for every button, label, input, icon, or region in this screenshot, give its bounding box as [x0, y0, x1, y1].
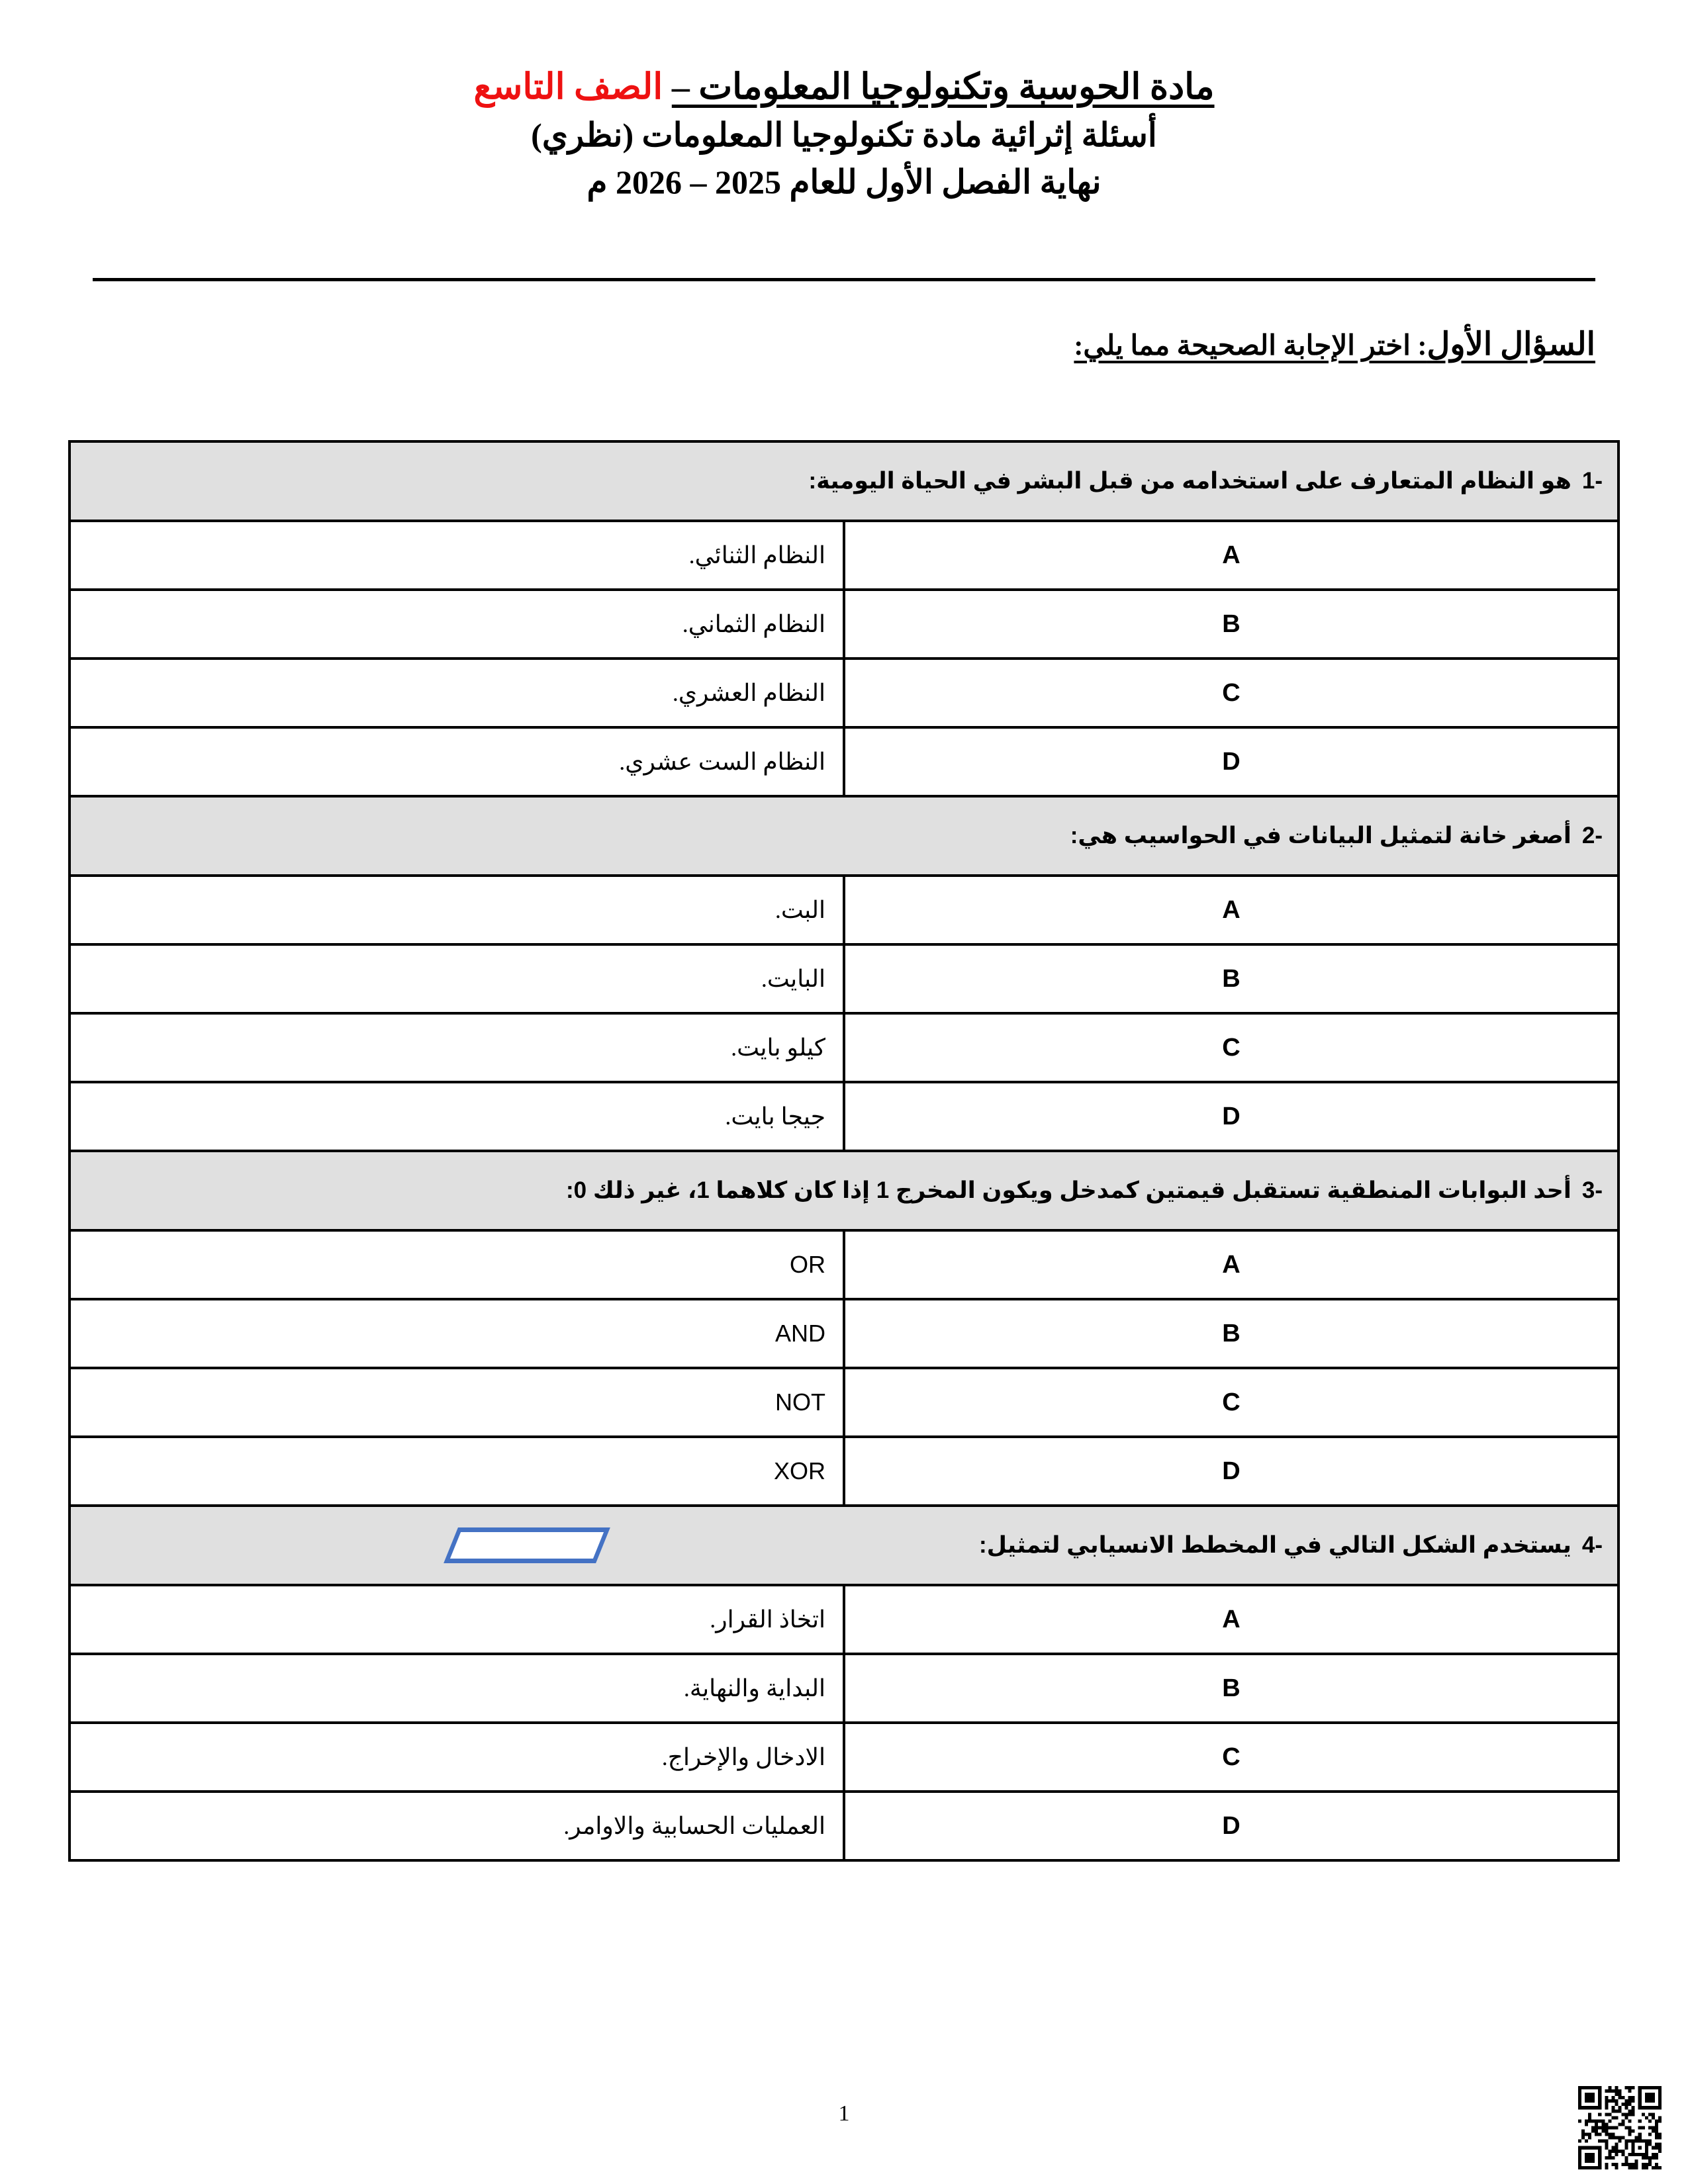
question-number: -1 — [1581, 468, 1603, 494]
question-row — [70, 796, 1618, 876]
question-cell — [70, 1506, 1618, 1585]
title-subject: مادة الحوسبة وتكنولوجيا المعلومات – — [671, 67, 1215, 107]
option-letter[interactable]: A — [844, 521, 1618, 590]
question-number: -4 — [1581, 1532, 1603, 1558]
option-row[interactable] — [70, 590, 1618, 659]
option-text[interactable]: البداية والنهاية. — [70, 1654, 844, 1723]
option-row[interactable] — [70, 1299, 1618, 1368]
section-heading-label: السؤال الأول — [1427, 327, 1595, 362]
option-row[interactable] — [70, 1654, 1618, 1723]
question-inner — [85, 1177, 1603, 1204]
page-number: 1 — [838, 2101, 850, 2126]
question-number: -2 — [1581, 823, 1603, 848]
option-text[interactable]: كيلو بايت. — [70, 1013, 844, 1082]
option-text[interactable]: AND — [70, 1299, 844, 1368]
option-text[interactable]: الادخال والإخراج. — [70, 1723, 844, 1792]
option-letter[interactable]: A — [844, 1585, 1618, 1654]
option-row[interactable] — [70, 1792, 1618, 1860]
option-letter[interactable]: C — [844, 1723, 1618, 1792]
option-letter[interactable]: D — [844, 727, 1618, 796]
exam-questions-table — [68, 440, 1620, 1862]
option-letter[interactable]: A — [844, 876, 1618, 944]
option-row[interactable] — [70, 521, 1618, 590]
question-inner — [85, 468, 1603, 494]
option-text[interactable]: XOR — [70, 1437, 844, 1506]
option-row[interactable] — [70, 727, 1618, 796]
option-text[interactable]: العمليات الحسابية والاوامر. — [70, 1792, 844, 1860]
option-row[interactable] — [70, 1013, 1618, 1082]
question-cell — [70, 441, 1618, 521]
question-number: -3 — [1581, 1177, 1603, 1203]
option-letter[interactable]: A — [844, 1230, 1618, 1299]
option-text[interactable]: النظام الست عشري. — [70, 727, 844, 796]
option-letter[interactable]: B — [844, 1299, 1618, 1368]
option-text[interactable]: البايت. — [70, 944, 844, 1013]
header-divider — [93, 278, 1595, 281]
option-letter[interactable]: D — [844, 1792, 1618, 1860]
title-line-subject-grade — [93, 63, 1595, 111]
parallelogram-shape-icon — [444, 1527, 610, 1563]
option-row[interactable] — [70, 944, 1618, 1013]
option-row[interactable] — [70, 1082, 1618, 1151]
document-header — [93, 63, 1595, 205]
option-text[interactable]: اتخاذ القرار. — [70, 1585, 844, 1654]
question-row — [70, 1506, 1618, 1585]
question-cell — [70, 1151, 1618, 1230]
question-text: أحد البوابات المنطقية تستقبل قيمتين كمدخل ويكون المخرج 1 إذا كان كلاهما 1، غير ذلك 0: — [566, 1177, 1571, 1203]
question-cell — [70, 796, 1618, 876]
section-heading-instruction: : اختر الإجابة الصحيحة مما يلي: — [1074, 331, 1427, 361]
option-letter[interactable]: D — [844, 1437, 1618, 1506]
option-letter[interactable]: C — [844, 1013, 1618, 1082]
title-grade: الصف التاسع — [473, 67, 663, 107]
option-row[interactable] — [70, 1437, 1618, 1506]
question-inner — [85, 823, 1603, 849]
option-letter[interactable]: B — [844, 944, 1618, 1013]
title-line-exam-type: أسئلة إثرائية مادة تكنولوجيا المعلومات (نظري) — [531, 116, 1157, 154]
option-row[interactable] — [70, 659, 1618, 727]
option-text[interactable]: جيجا بايت. — [70, 1082, 844, 1151]
option-letter[interactable]: B — [844, 590, 1618, 659]
option-row[interactable] — [70, 1230, 1618, 1299]
option-letter[interactable]: D — [844, 1082, 1618, 1151]
option-row[interactable] — [70, 1368, 1618, 1437]
option-text[interactable]: النظام الثنائي. — [70, 521, 844, 590]
question-inner — [85, 1527, 1603, 1563]
question-row — [70, 441, 1618, 521]
option-row[interactable] — [70, 876, 1618, 944]
option-text[interactable]: النظام العشري. — [70, 659, 844, 727]
option-text[interactable]: OR — [70, 1230, 844, 1299]
option-row[interactable] — [70, 1723, 1618, 1792]
option-text[interactable]: البت. — [70, 876, 844, 944]
question-shape-wrapper — [85, 1527, 968, 1563]
option-row[interactable] — [70, 1585, 1618, 1654]
option-text[interactable]: النظام الثماني. — [70, 590, 844, 659]
question-text: أصغر خانة لتمثيل البيانات في الحواسيب هي: — [1070, 823, 1571, 848]
question-text: يستخدم الشكل التالي في المخطط الانسيابي لتمثيل: — [979, 1532, 1571, 1558]
question-row — [70, 1151, 1618, 1230]
option-text[interactable]: NOT — [70, 1368, 844, 1437]
question-text: هو النظام المتعارف على استخدامه من قبل البشر في الحياة اليومية: — [808, 468, 1571, 494]
section-heading — [1074, 326, 1595, 363]
title-line-term-year: نهاية الفصل الأول للعام 2025 – 2026 م — [586, 163, 1102, 201]
option-letter[interactable]: C — [844, 1368, 1618, 1437]
option-letter[interactable]: C — [844, 659, 1618, 727]
qr-code — [1578, 2086, 1662, 2169]
option-letter[interactable]: B — [844, 1654, 1618, 1723]
